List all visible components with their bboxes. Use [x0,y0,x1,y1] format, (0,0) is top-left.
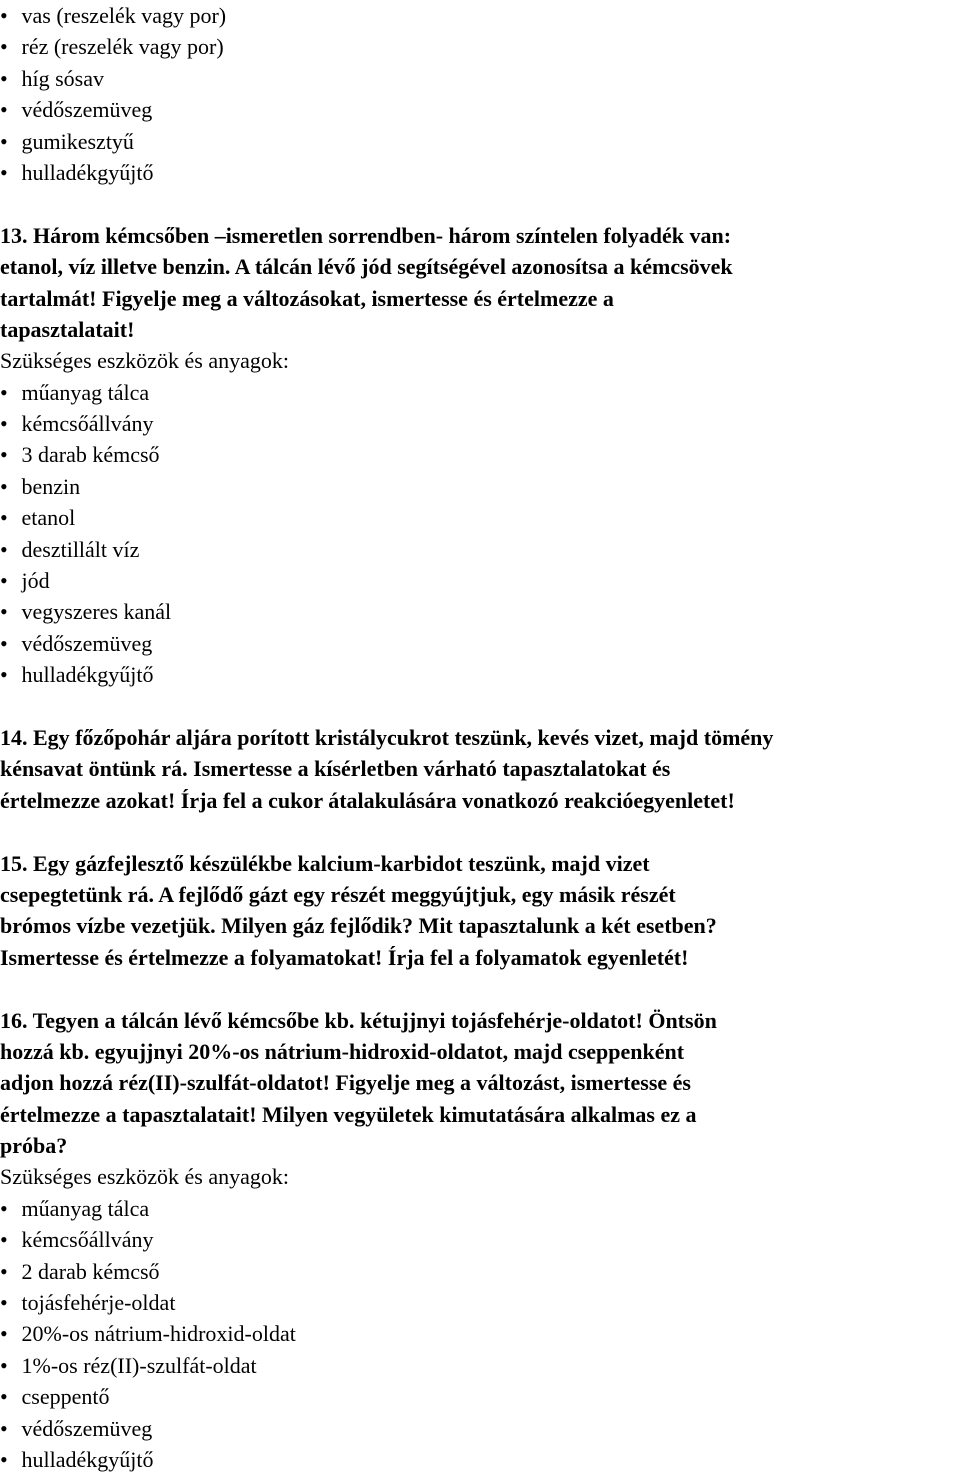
bullet-icon: • [0,1321,8,1347]
spacer [0,188,960,219]
task-text-line: hozzá kb. egyujjnyi 20%-os nátrium-hidroxid-oldatot, majd cseppenként [0,1038,685,1064]
spacer [0,691,960,722]
list-item: • védőszemüveg [0,94,960,125]
list-item: • műanyag tálca [0,1193,960,1224]
bullet-icon: • [0,662,8,688]
bullet-icon: • [0,536,8,562]
task-text-line: 13. Három kémcsőben –ismeretlen sorrendben- három színtelen folyadék van: [0,222,732,248]
bullet-icon: • [0,1227,8,1253]
bullet-icon: • [0,568,8,594]
list-item: • réz (reszelék vagy por) [0,31,960,62]
bullet-icon: • [0,630,8,656]
task-13 [0,220,960,691]
bullet-icon: • [0,599,8,625]
list-item: • kémcsőállvány [0,1224,960,1255]
bullet-icon: • [0,411,8,437]
task-text-line: értelmezze a tapasztalatait! Milyen vegyületek kimutatására alkalmas ez a [0,1101,697,1127]
task-text-line: 14. Egy főzőpohár aljára porított kristálycukrot teszünk, kevés vizet, majd tömény [0,724,774,750]
bullet-icon: • [0,159,8,185]
list-item: • vegyszeres kanál [0,596,960,627]
bullet-icon: • [0,1446,8,1472]
bullet-icon: • [0,1415,8,1441]
list-item: • hulladékgyűjtő [0,157,960,188]
bullet-icon: • [0,1195,8,1221]
list-item: • gumikesztyű [0,126,960,157]
bullet-icon: • [0,473,8,499]
list-item: • hulladékgyűjtő [0,1444,960,1475]
task-text-line: Ismertesse és értelmezze a folyamatokat! Írja fel a folyamatok egyenletét! [0,944,689,970]
bullet-icon: • [0,1258,8,1284]
task-16 [0,1005,960,1475]
bullet-icon: • [0,3,8,28]
bullet-icon: • [0,65,8,91]
task-text-line: értelmezze azokat! Írja fel a cukor átalakulására vonatkozó reakcióegyenletet! [0,787,735,813]
task-text-line: brómos vízbe vezetjük. Milyen gáz fejlődik? Mit tapasztalunk a két esetben? [0,913,717,939]
bullet-icon: • [0,1384,8,1410]
task-text-line: 16. Tegyen a tálcán lévő kémcsőbe kb. kétujjnyi tojásfehérje-oldatot! Öntsön [0,1007,717,1033]
list-item: • 1%-os réz(II)-szulfát-oldat [0,1350,960,1381]
spacer [0,816,960,847]
list-item: • hulladékgyűjtő [0,659,960,690]
bullet-icon: • [0,128,8,154]
list-item: • etanol [0,502,960,533]
list-item: • védőszemüveg [0,1413,960,1444]
list-item: • 3 darab kémcső [0,439,960,470]
materials-list-top [0,0,960,188]
bullet-icon: • [0,34,8,60]
list-item: • benzin [0,471,960,502]
task-15 [0,848,960,974]
list-item: • vas (reszelék vagy por) [0,0,960,31]
list-item: • 2 darab kémcső [0,1256,960,1287]
task-text-line: tartalmát! Figyelje meg a változásokat, ismertesse és értelmezze a [0,285,614,311]
bullet-icon: • [0,97,8,123]
task-14 [0,722,960,816]
task-text-line: adjon hozzá réz(II)-szulfát-oldatot! Figyelje meg a változást, ismertesse és [0,1070,691,1096]
tools-list [0,1193,960,1475]
tools-label: Szükséges eszközök és anyagok: [0,1164,289,1190]
bullet-icon: • [0,442,8,468]
task-text-line: csepegtetünk rá. A fejlődő gázt egy részét meggyújtjuk, egy másik részét [0,881,676,907]
bullet-icon: • [0,1352,8,1378]
list-item: • híg sósav [0,63,960,94]
tools-label: Szükséges eszközök és anyagok: [0,348,289,374]
list-item: • desztillált víz [0,534,960,565]
list-item: • kémcsőállvány [0,408,960,439]
list-item: • jód [0,565,960,596]
task-text-line: kénsavat öntünk rá. Ismertesse a kísérletben várható tapasztalatokat és [0,756,671,782]
task-text-line: etanol, víz illetve benzin. A tálcán lévő jód segítségével azonosítsa a kémcsövek [0,254,733,280]
task-text-line: próba? [0,1133,68,1159]
list-item: • tojásfehérje-oldat [0,1287,960,1318]
bullet-icon: • [0,379,8,405]
bullet-icon: • [0,1290,8,1316]
list-item: • cseppentő [0,1381,960,1412]
list-item: • 20%-os nátrium-hidroxid-oldat [0,1318,960,1349]
bullet-icon: • [0,505,8,531]
list-item: • műanyag tálca [0,377,960,408]
spacer [0,973,960,1004]
tools-list [0,377,960,691]
list-item: • védőszemüveg [0,628,960,659]
task-text-line: tapasztalatait! [0,316,135,342]
task-text-line: 15. Egy gázfejlesztő készülékbe kalcium-karbidot teszünk, majd vizet [0,850,650,876]
